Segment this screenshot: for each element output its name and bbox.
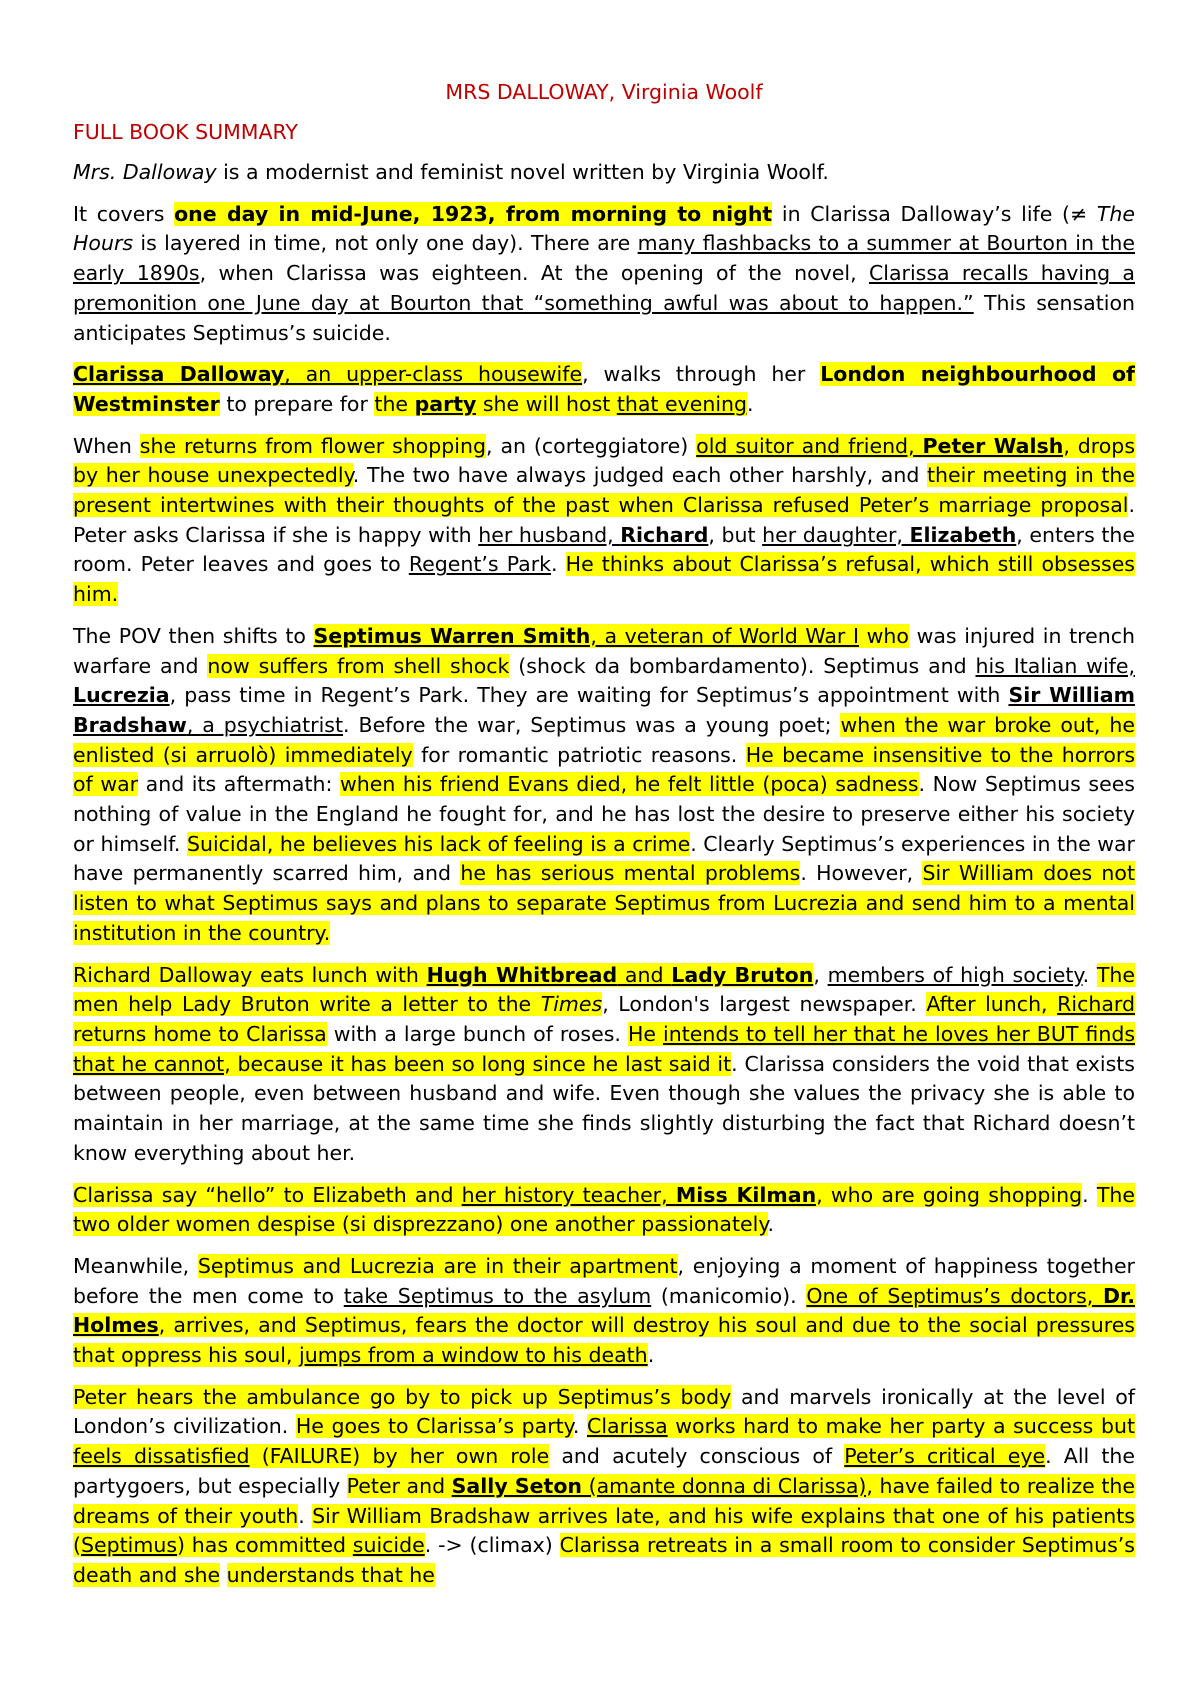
text-run: . bbox=[1082, 1182, 1097, 1207]
text-run: his Italian wife, bbox=[975, 653, 1135, 678]
text-run: . However, bbox=[800, 861, 923, 886]
text-run: , have failed to realize the dreams of their youth bbox=[73, 1473, 1135, 1528]
text-run: to prepare for bbox=[219, 391, 375, 416]
text-run: their meeting in the present intertwines with their thoughts of the past when Clarissa refused Peter’s marriage proposal bbox=[73, 463, 1135, 518]
text-run: Richard Dalloway eats lunch with bbox=[73, 962, 427, 987]
text-run: Sir William Bradshaw arrives late, and his wife explains that one of his patients ( bbox=[73, 1503, 1135, 1558]
text-run: , pass time in Regent’s Park. They are waiting for Septimus’s appointment with bbox=[169, 683, 1009, 708]
summary-paragraph bbox=[73, 1181, 1135, 1240]
text-run: , a veteran of World War I bbox=[590, 623, 860, 648]
summary-paragraph bbox=[73, 961, 1135, 1169]
text-run: Times bbox=[540, 992, 603, 1017]
text-run: is layered in time, not only one day). There are bbox=[133, 231, 638, 256]
text-run: Elizabeth bbox=[909, 522, 1017, 547]
text-run: was injured in trench warfare and bbox=[73, 623, 1135, 678]
text-run: The POV then shifts to bbox=[73, 623, 314, 648]
text-run: He became insensitive to the horrors of war bbox=[73, 742, 1135, 797]
summary-paragraph bbox=[73, 1383, 1135, 1591]
text-run: , walks through her bbox=[582, 362, 821, 387]
text-run: Sir William does not listen to what Septimus says and plans to separate Septimus from Lucrezia and send him to a mental institution in the country. bbox=[73, 861, 1135, 945]
summary-paragraph bbox=[73, 200, 1135, 349]
text-run: feels dissatisfied bbox=[73, 1444, 250, 1469]
summary-paragraph bbox=[73, 622, 1135, 949]
text-run: she will host bbox=[476, 391, 617, 416]
text-run: (manicomio). bbox=[651, 1283, 807, 1308]
text-run: When bbox=[73, 433, 140, 458]
text-run: , bbox=[813, 962, 828, 987]
text-run: take Septimus to the asylum bbox=[343, 1283, 652, 1308]
text-run: . -> (climax) bbox=[424, 1533, 560, 1558]
text-run: , because it has been so long since he last said it bbox=[224, 1051, 732, 1076]
text-run: Clarissa bbox=[587, 1414, 668, 1439]
text-run: many flashbacks to a summer at Bourton in the early 1890s bbox=[73, 231, 1135, 286]
text-run: , but bbox=[708, 522, 763, 547]
text-run: Clarissa recalls having a premonition one June day at Bourton that “something awful was about to happen.” bbox=[73, 261, 1135, 315]
text-run: . bbox=[572, 1414, 588, 1439]
text-run: . bbox=[747, 391, 754, 416]
text-run: Lucrezia bbox=[73, 683, 170, 708]
text-run: Clarissa say “hello” to Elizabeth and bbox=[73, 1182, 462, 1207]
text-run: that evening bbox=[616, 391, 748, 416]
text-run: the bbox=[374, 391, 415, 416]
text-run: ) has committed bbox=[177, 1533, 353, 1558]
text-run: , arrives, and bbox=[158, 1313, 305, 1338]
text-run: , enters the room. Peter leaves and goes to bbox=[73, 522, 1135, 577]
text-run: The men help Lady Bruton write a letter to the bbox=[73, 962, 1135, 1017]
text-run: The two older women despise (si disprezzano) one another passionately bbox=[73, 1182, 1135, 1237]
text-run: Dr. Holmes bbox=[73, 1283, 1136, 1338]
text-run: one day in mid-June, 1923, from morning to night bbox=[174, 201, 773, 226]
text-run: , drops by her house unexpectedly bbox=[73, 433, 1136, 488]
text-run: when the war broke out, he enlisted (si arruolò) immediately bbox=[73, 712, 1135, 767]
text-run: . bbox=[647, 1343, 655, 1368]
text-run: and acutely conscious of bbox=[549, 1444, 845, 1469]
text-run: jumps from a window to his death bbox=[299, 1343, 648, 1368]
text-run: . Before the war, Septimus was a young poet; bbox=[343, 712, 841, 737]
text-run: Peter’s critical eye bbox=[844, 1444, 1046, 1469]
text-run: Suicidal, he believes his lack of feeling is a crime bbox=[186, 831, 691, 856]
text-run: . bbox=[551, 552, 566, 577]
text-run: . Now Septimus sees nothing of value in the England he fought for, and he has lost the desire to preserve either his society or himself. bbox=[73, 772, 1135, 856]
text-run: Miss Kilman bbox=[675, 1182, 817, 1207]
summary-paragraph bbox=[73, 1252, 1135, 1371]
text-run: now suffers from shell shock bbox=[207, 653, 510, 678]
text-run: with a large bunch of roses. bbox=[326, 1021, 628, 1046]
text-run: in Clarissa Dalloway’s life (≠ bbox=[772, 201, 1097, 226]
text-run: , an upper-class housewife bbox=[284, 362, 583, 387]
text-run: Richard bbox=[620, 522, 709, 547]
text-run: The Hours bbox=[73, 201, 1135, 256]
text-run: This sensation anticipates Septimus’s suicide. bbox=[73, 290, 1135, 345]
text-run: Lady Bruton bbox=[671, 962, 814, 987]
text-run: . All the partygoers, but especially bbox=[73, 1444, 1136, 1498]
section-title: FULL BOOK SUMMARY bbox=[73, 120, 298, 144]
text-run: He goes to Clarissa’s party bbox=[295, 1414, 573, 1439]
text-run: . bbox=[1082, 962, 1097, 987]
text-run: understands that he bbox=[226, 1562, 435, 1587]
text-run: and marvels ironically at the level of London’s civilization. bbox=[73, 1384, 1136, 1439]
text-run: , London's largest newspaper. bbox=[602, 992, 927, 1017]
text-run: members of high society bbox=[827, 962, 1083, 987]
text-run: Clarissa retreats in a small room to consider Septimus’s death and she bbox=[73, 1533, 1135, 1587]
text-run: . bbox=[767, 1212, 775, 1237]
text-run: her daughter, bbox=[762, 522, 910, 547]
text-run: It covers bbox=[73, 201, 175, 226]
text-run: Septimus Warren Smith bbox=[313, 623, 591, 648]
text-run: Sally Seton bbox=[451, 1473, 583, 1498]
text-run: . Clearly Septimus’s experiences in the war have permanently scarred him, and bbox=[73, 831, 1135, 886]
text-run: party bbox=[414, 391, 477, 416]
text-run: He bbox=[627, 1021, 664, 1046]
text-run: , enjoying a moment of happiness together before the men come to bbox=[73, 1253, 1135, 1308]
text-run: Peter hears the ambulance go by to pick up Septimus’s body bbox=[73, 1384, 732, 1409]
text-run: works hard to make her party a success but bbox=[667, 1414, 1135, 1439]
text-run: Clarissa Dalloway bbox=[73, 362, 285, 387]
text-run: , when Clarissa was eighteen. At the opening of the novel, bbox=[199, 261, 869, 286]
summary-paragraph bbox=[73, 360, 1135, 419]
text-run: Meanwhile, bbox=[73, 1253, 198, 1278]
text-run: (shock da bombardamento). Septimus and bbox=[509, 653, 976, 678]
text-run bbox=[220, 1563, 227, 1587]
text-run: (amante donna di Clarissa) bbox=[582, 1473, 867, 1498]
text-run: (FAILURE) by her own role bbox=[249, 1444, 550, 1469]
text-run: . Clarissa considers the void that exists between people, even between husband and wife. Even though she values the privacy she is able to maintain in her marriage, at the same time she finds slightly disturbing the fact that Richard doesn’t know everything about her. bbox=[73, 1051, 1135, 1165]
text-run: . The two have always judged each other harshly, and bbox=[352, 463, 927, 488]
text-run: who bbox=[859, 623, 909, 648]
text-run: returns home to Clarissa bbox=[73, 1021, 327, 1046]
text-run: Septimus bbox=[81, 1533, 178, 1558]
summary-paragraph bbox=[73, 432, 1135, 610]
summary-paragraph bbox=[73, 158, 1135, 188]
text-run: Hugh Whitbread bbox=[426, 962, 618, 987]
summary-body bbox=[73, 158, 1135, 1591]
text-run: Septimus, fears the doctor will destroy his soul and due to the social pressures that oppress his soul, bbox=[73, 1313, 1135, 1368]
text-run: her husband, bbox=[478, 522, 621, 547]
text-run: Mrs. Dalloway bbox=[73, 160, 217, 184]
document-title: MRS DALLOWAY, Virginia Woolf bbox=[445, 80, 763, 104]
text-run: . bbox=[298, 1503, 313, 1528]
text-run: , an (corteggiatore) bbox=[486, 433, 697, 458]
text-run: Peter and bbox=[346, 1473, 452, 1498]
text-run: Regent’s Park bbox=[408, 552, 552, 577]
text-run: Septimus and Lucrezia are in their apartment bbox=[197, 1253, 678, 1278]
text-run: old suitor and friend, bbox=[696, 433, 923, 458]
text-run: , who are going shopping bbox=[816, 1182, 1083, 1207]
text-run: , a psychiatrist bbox=[186, 712, 344, 737]
text-run: she returns from flower shopping bbox=[139, 433, 487, 458]
text-run: he has serious mental problems bbox=[460, 861, 801, 886]
document-page bbox=[73, 78, 1135, 1603]
text-run: London neighbourhood of Westminster bbox=[73, 362, 1135, 416]
text-run: He thinks about Clarissa’s refusal, which still obsesses him. bbox=[73, 552, 1135, 607]
text-run: Sir William Bradshaw bbox=[73, 683, 1135, 737]
text-run: is a modernist and feminist novel written by Virginia Woolf. bbox=[216, 160, 829, 184]
text-run: when his friend Evans died, he felt little (poca) sadness bbox=[339, 772, 919, 797]
text-run: and bbox=[617, 962, 672, 987]
text-run: Peter Walsh bbox=[922, 433, 1064, 458]
text-run: One of Septimus’s doctors, bbox=[806, 1283, 1104, 1308]
text-run: suicide bbox=[352, 1533, 425, 1558]
text-run: her history teacher, bbox=[461, 1182, 676, 1207]
text-run: for romantic patriotic reasons. bbox=[412, 742, 746, 767]
text-run: Richard bbox=[1057, 992, 1135, 1017]
text-run: . Peter asks Clarissa if she is happy with bbox=[73, 493, 1135, 547]
text-run: and its aftermath: bbox=[138, 772, 340, 797]
text-run: intends to tell her that he loves her BUT finds that he cannot bbox=[73, 1021, 1136, 1076]
text-run: After lunch, bbox=[926, 992, 1058, 1017]
